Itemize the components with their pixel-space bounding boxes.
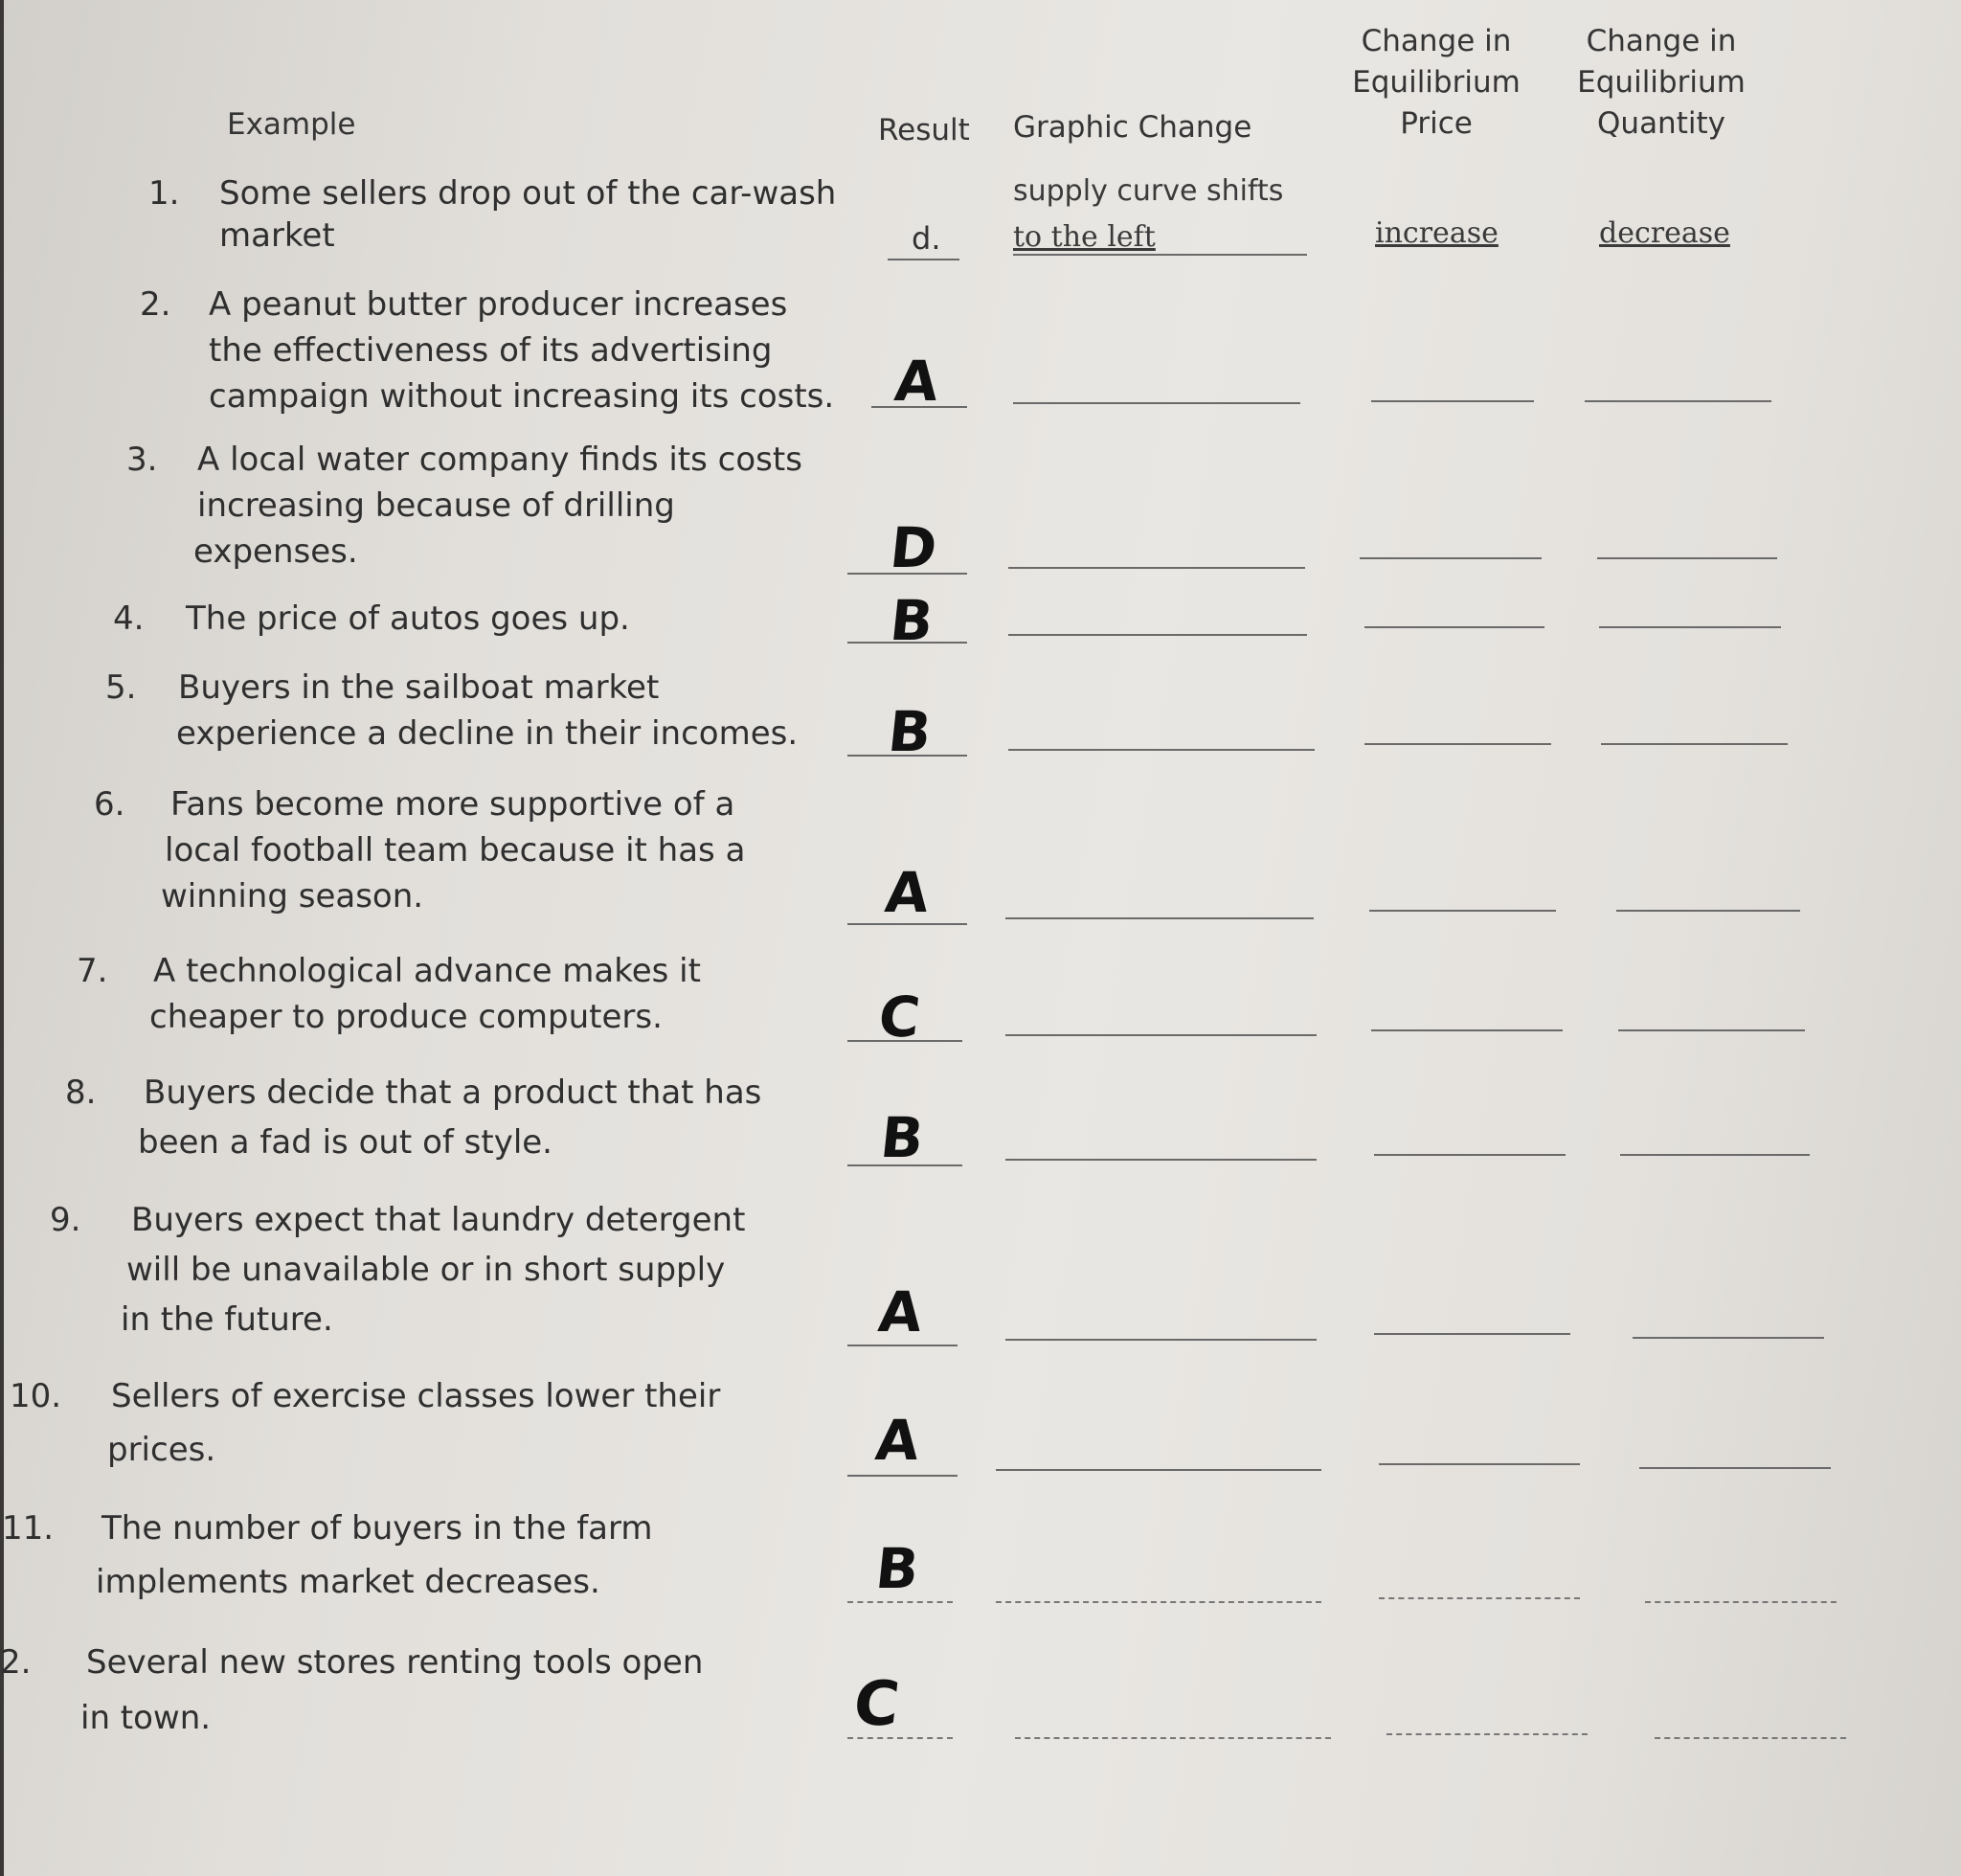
question-12 bbox=[0, 1639, 703, 1741]
example-price: increase bbox=[1375, 216, 1499, 250]
price-blank bbox=[1364, 626, 1544, 628]
question-number: 9. bbox=[50, 1201, 81, 1239]
quantity-blank bbox=[1601, 743, 1788, 745]
question-number: 11. bbox=[2, 1509, 55, 1548]
question-line: experience a decline in their incomes. bbox=[176, 714, 799, 753]
quantity-blank bbox=[1597, 557, 1777, 559]
price-blank bbox=[1379, 1463, 1580, 1465]
graphic-blank bbox=[1015, 1737, 1331, 1739]
answer-4: B bbox=[887, 588, 936, 653]
question-number: 6. bbox=[94, 785, 125, 824]
header-quantity-line2: Equilibrium bbox=[1577, 65, 1746, 100]
question-line: A local water company finds its costs bbox=[197, 441, 802, 479]
quantity-blank bbox=[1620, 1154, 1810, 1156]
price-blank bbox=[1386, 1733, 1588, 1735]
quantity-blank bbox=[1585, 400, 1771, 402]
question-number: 5. bbox=[105, 668, 137, 707]
example-row bbox=[148, 170, 836, 259]
question-line: Buyers in the sailboat market bbox=[178, 668, 660, 707]
quantity-blank bbox=[1645, 1601, 1837, 1603]
question-line: the effectiveness of its advertising bbox=[209, 331, 773, 370]
example-result: d. bbox=[912, 220, 941, 257]
answer-12: C bbox=[850, 1669, 903, 1740]
header-example: Example bbox=[227, 107, 356, 142]
question-number: 2. bbox=[0, 1643, 32, 1682]
header-price-line3: Price bbox=[1400, 106, 1473, 141]
header-price-line1: Change in bbox=[1361, 24, 1512, 58]
result-blank bbox=[847, 1737, 953, 1739]
example-result-line bbox=[888, 259, 959, 260]
question-line: The number of buyers in the farm bbox=[101, 1509, 653, 1548]
quantity-blank bbox=[1599, 626, 1781, 628]
answer-9: A bbox=[875, 1279, 926, 1345]
answer-3: D bbox=[887, 515, 940, 580]
question-number: 10. bbox=[10, 1377, 62, 1415]
question-line: been a fad is out of style. bbox=[138, 1123, 552, 1162]
question-number: 8. bbox=[65, 1074, 97, 1112]
header-quantity-line1: Change in bbox=[1586, 24, 1737, 58]
example-graphic-blank bbox=[1013, 254, 1307, 256]
question-11 bbox=[2, 1505, 653, 1605]
result-blank bbox=[847, 1475, 958, 1477]
graphic-blank bbox=[1013, 402, 1300, 404]
graphic-blank bbox=[1008, 567, 1305, 569]
question-line: cheaper to produce computers. bbox=[149, 998, 663, 1036]
question-line: Buyers decide that a product that has bbox=[144, 1074, 762, 1112]
result-blank bbox=[847, 1164, 962, 1166]
question-line: A technological advance makes it bbox=[153, 952, 701, 990]
question-4 bbox=[113, 596, 630, 642]
question-9 bbox=[50, 1197, 745, 1343]
question-line: in town. bbox=[80, 1699, 212, 1737]
question-5 bbox=[105, 665, 798, 757]
question-line: will be unavailable or in short supply bbox=[126, 1251, 726, 1289]
example-graphic-line2: to the left bbox=[1013, 220, 1156, 254]
price-blank bbox=[1371, 1029, 1563, 1031]
header-result: Result bbox=[878, 113, 970, 147]
graphic-blank bbox=[1008, 634, 1307, 636]
result-blank bbox=[847, 755, 967, 757]
graphic-blank bbox=[996, 1601, 1321, 1603]
graphic-blank bbox=[1005, 1034, 1317, 1036]
price-blank bbox=[1379, 1597, 1580, 1599]
question-line: winning season. bbox=[161, 877, 424, 915]
example-quantity: decrease bbox=[1599, 216, 1730, 250]
answer-5: B bbox=[885, 699, 935, 764]
result-blank bbox=[847, 642, 967, 644]
result-blank bbox=[871, 406, 967, 408]
quantity-blank bbox=[1633, 1337, 1824, 1339]
question-line: increasing because of drilling bbox=[197, 486, 675, 525]
answer-8: B bbox=[877, 1105, 927, 1170]
question-line: Several new stores renting tools open bbox=[86, 1643, 704, 1682]
answer-2: A bbox=[891, 349, 942, 414]
question-line: in the future. bbox=[121, 1300, 333, 1339]
question-10 bbox=[10, 1373, 720, 1473]
result-blank bbox=[847, 1345, 958, 1346]
graphic-blank bbox=[1005, 917, 1314, 919]
price-blank bbox=[1374, 1154, 1566, 1156]
question-line: implements market decreases. bbox=[96, 1563, 600, 1601]
price-blank bbox=[1371, 400, 1534, 402]
quantity-blank bbox=[1618, 1029, 1805, 1031]
question-line: Some sellers drop out of the car-wash bbox=[219, 174, 837, 213]
graphic-blank bbox=[1005, 1159, 1317, 1161]
question-line: local football team because it has a bbox=[165, 831, 746, 870]
result-blank bbox=[847, 573, 967, 575]
question-number: 3. bbox=[126, 441, 158, 479]
price-blank bbox=[1360, 557, 1542, 559]
graphic-blank bbox=[1005, 1339, 1317, 1341]
header-graphic-change: Graphic Change bbox=[1013, 110, 1252, 145]
result-blank bbox=[847, 923, 967, 925]
question-7 bbox=[77, 948, 701, 1040]
header-quantity-line3: Quantity bbox=[1597, 106, 1725, 141]
price-blank bbox=[1364, 743, 1551, 745]
answer-10: A bbox=[872, 1408, 923, 1473]
question-line: campaign without increasing its costs. bbox=[209, 377, 835, 416]
question-number: 2. bbox=[140, 285, 171, 324]
result-blank bbox=[847, 1040, 962, 1042]
graphic-blank bbox=[1008, 749, 1315, 751]
question-6 bbox=[94, 781, 745, 919]
answer-7: C bbox=[875, 984, 924, 1050]
question-number: 7. bbox=[77, 952, 108, 990]
answer-6: A bbox=[882, 860, 933, 925]
question-3 bbox=[126, 437, 802, 575]
answer-11: B bbox=[872, 1536, 922, 1601]
example-graphic-line1: supply curve shifts bbox=[1013, 174, 1284, 208]
question-line: A peanut butter producer increases bbox=[209, 285, 788, 324]
result-blank bbox=[847, 1601, 953, 1603]
quantity-blank bbox=[1639, 1467, 1831, 1469]
graphic-blank bbox=[996, 1469, 1321, 1471]
header-quantity bbox=[1556, 21, 1767, 145]
question-8 bbox=[65, 1070, 761, 1165]
question-number: 1. bbox=[148, 174, 180, 213]
quantity-blank bbox=[1616, 910, 1800, 912]
question-line: prices. bbox=[107, 1431, 216, 1469]
question-line: expenses. bbox=[193, 532, 358, 571]
quantity-blank bbox=[1655, 1737, 1846, 1739]
question-line: Buyers expect that laundry detergent bbox=[131, 1201, 746, 1239]
price-blank bbox=[1369, 910, 1556, 912]
header-price-line2: Equilibrium bbox=[1352, 65, 1521, 100]
question-2 bbox=[140, 282, 834, 419]
question-line: market bbox=[219, 216, 335, 255]
question-line: The price of autos goes up. bbox=[186, 599, 630, 638]
price-blank bbox=[1374, 1333, 1570, 1335]
question-line: Sellers of exercise classes lower their bbox=[111, 1377, 721, 1415]
question-line: Fans become more supportive of a bbox=[170, 785, 735, 824]
question-number: 4. bbox=[113, 599, 145, 638]
header-price bbox=[1331, 21, 1542, 145]
